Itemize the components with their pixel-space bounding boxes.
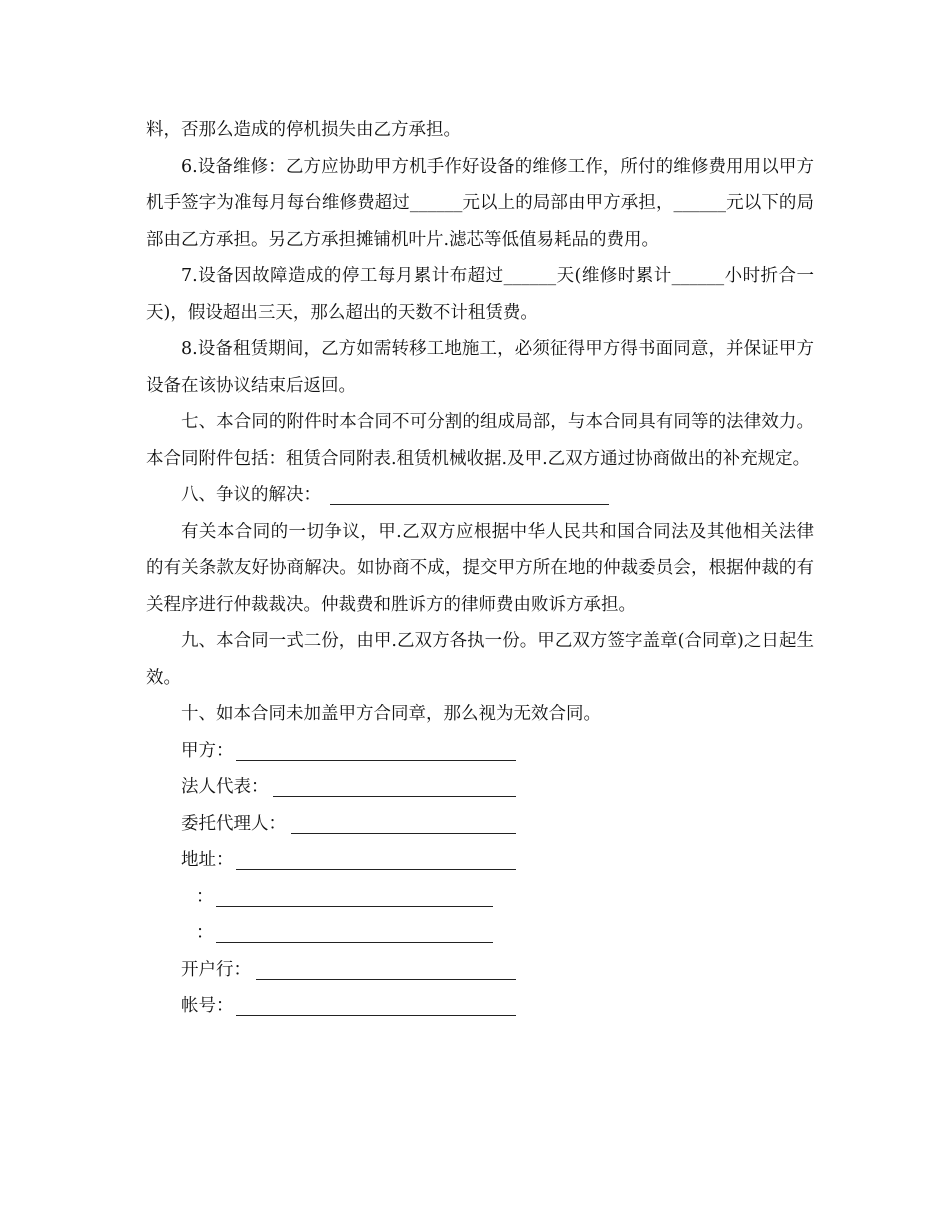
blank-field-2 xyxy=(146,915,814,952)
party-a-label: 甲方： xyxy=(181,740,234,761)
article-10-seal: 十、如本合同未加盖甲方合同章，那么视为无效合同。 xyxy=(181,704,601,724)
account-field xyxy=(146,988,814,1025)
paragraph-continued: 料，否那么造成的停机损失由乙方承担。 xyxy=(146,120,461,140)
blank-field-1-line xyxy=(216,906,493,907)
clause-6-equipment-maintenance: 6.设备维修：乙方应协助甲方机手作好设备的维修工作，所付的维修费用用以甲方机手签字为准每月每台维修费超过______元以上的局部由甲方承担，______元以下的局部由乙方承担。另乙方承担摊铺机叶片.滤芯等低值易耗品的费用。 xyxy=(146,156,814,250)
bank-label: 开户行： xyxy=(181,959,251,980)
blank-field-2-label: ： xyxy=(196,923,214,943)
article-9-copies: 九、本合同一式二份，由甲.乙双方各执一份。甲乙双方签字盖章(合同章)之日起生效。 xyxy=(146,631,814,688)
blank-field-1 xyxy=(146,879,814,916)
blank-field-1-label: ： xyxy=(196,886,214,907)
party-a-field xyxy=(146,733,814,770)
contract-body xyxy=(146,112,814,1025)
agent-field xyxy=(146,806,814,843)
bank-field xyxy=(146,952,814,989)
address-line xyxy=(236,869,516,870)
clause-8-site-transfer: 8.设备租赁期间，乙方如需转移工地施工，必须征得甲方得书面同意，并保证甲方设备在该协议结束后返回。 xyxy=(146,339,814,396)
dispute-resolution-heading xyxy=(146,477,814,514)
legal-rep-field xyxy=(146,769,814,806)
article-7-attachments: 七、本合同的附件时本合同不可分割的组成局部，与本合同具有同等的法律效力。本合同附件包括：租赁合同附表.租赁机械收据.及甲.乙双方通过协商做出的补充规定。 xyxy=(146,412,814,469)
agent-line xyxy=(291,833,516,834)
clause-7-downtime: 7.设备因故障造成的停工每月累计布超过______天(维修时累计______小时折合一天)，假设超出三天，那么超出的天数不计租赁费。 xyxy=(146,266,814,323)
party-a-line xyxy=(236,760,516,761)
account-line xyxy=(236,1015,516,1016)
dispute-blank-line xyxy=(330,504,609,505)
bank-line xyxy=(256,979,516,980)
dispute-heading-label: 八、争议的解决： xyxy=(181,485,321,505)
legal-rep-line xyxy=(273,796,516,797)
account-label: 帐号： xyxy=(181,996,234,1016)
dispute-resolution-text: 有关本合同的一切争议，甲.乙双方应根据中华人民共和国合同法及其他相关法律的有关条款友好协商解决。如协商不成，提交甲方所在地的仲裁委员会，根据仲裁的有关程序进行仲裁裁决。仲裁费和胜诉方的律师费由败诉方承担。 xyxy=(146,521,814,615)
agent-label: 委托代理人： xyxy=(181,813,286,834)
address-field xyxy=(146,842,814,879)
blank-field-2-line xyxy=(216,942,493,943)
legal-rep-label: 法人代表： xyxy=(181,777,269,797)
address-label: 地址： xyxy=(181,850,234,870)
